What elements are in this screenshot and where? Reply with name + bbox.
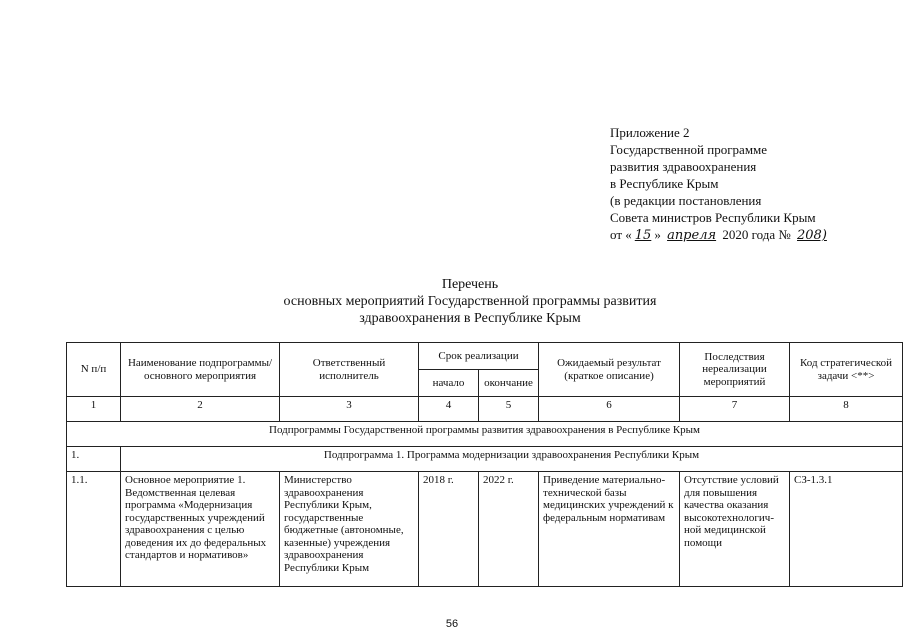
appendix-line: Совета министров Республики Крым <box>610 210 816 225</box>
appendix-block <box>610 124 830 244</box>
date-mid: » <box>654 227 665 242</box>
row-name: Основное мероприятие 1. Ведомственная целевая программа «Модернизация государственных учреждений здравоохранения с целью доведения их до федеральных стандартов и нормативов» <box>121 472 280 587</box>
table-row <box>67 472 903 587</box>
row-consequences: Отсутствие условий для повышения качества оказания высокотехнологич-ной медицинской помощи <box>680 472 790 587</box>
header-name: Наименование подпрограммы/основного мероприятия <box>121 343 280 397</box>
header-start: начало <box>419 370 479 397</box>
column-number: 8 <box>790 397 903 422</box>
measures-table <box>66 342 903 587</box>
date-month-handwritten: апреля <box>667 228 717 243</box>
header-end: окончание <box>479 370 539 397</box>
date-day-handwritten: 15 <box>634 228 652 243</box>
appendix-line: развития здравоохранения <box>610 159 757 174</box>
header-row <box>67 343 903 370</box>
row-code: СЗ-1.3.1 <box>790 472 903 587</box>
resolution-number-handwritten: 208) <box>797 228 827 243</box>
column-number: 2 <box>121 397 280 422</box>
section-row <box>67 422 903 447</box>
row-end: 2022 г. <box>479 472 539 587</box>
column-number: 5 <box>479 397 539 422</box>
row-executor: Министерство здравоохранения Республики Крым, государственные бюджетные (автономные, казенные) учреждения здравоохранения Республики Крым <box>280 472 419 587</box>
row-start: 2018 г. <box>419 472 479 587</box>
title-line-2: основных мероприятий Государственной программы развития <box>283 294 657 309</box>
column-number: 6 <box>539 397 680 422</box>
appendix-line: Государственной программе <box>610 142 768 157</box>
row-result: Приведение материально-технической базы медицинских учреждений к федеральным нормативам <box>539 472 680 587</box>
date-prefix: от « <box>610 227 632 242</box>
appendix-line: Приложение 2 <box>610 125 690 140</box>
header-term: Срок реализации <box>419 343 539 370</box>
subprogram-num: 1. <box>67 447 121 472</box>
column-number: 3 <box>280 397 419 422</box>
header-consequences: Последствия нереализации мероприятий <box>680 343 790 397</box>
section-title: Подпрограммы Государственной программы развития здравоохранения в Республике Крым <box>67 422 903 447</box>
appendix-date-line <box>610 226 830 244</box>
column-number: 4 <box>419 397 479 422</box>
column-number: 7 <box>680 397 790 422</box>
appendix-line: в Республике Крым <box>610 176 719 191</box>
header-num: N п/п <box>67 343 121 397</box>
title-line-3: здравоохранения в Республике Крым <box>359 311 581 326</box>
subprogram-row <box>67 447 903 472</box>
page-number: 56 <box>445 618 459 630</box>
subprogram-title: Подпрограмма 1. Программа модернизации здравоохранения Республики Крым <box>121 447 903 472</box>
header-executor: Ответственный исполнитель <box>280 343 419 397</box>
document-title <box>230 276 710 327</box>
appendix-line: (в редакции постановления <box>610 193 762 208</box>
row-num: 1.1. <box>67 472 121 587</box>
column-number: 1 <box>67 397 121 422</box>
header-code: Код стратегической задачи <**> <box>790 343 903 397</box>
column-number-row <box>67 397 903 422</box>
header-result: Ожидаемый результат (краткое описание) <box>539 343 680 397</box>
title-line-1: Перечень <box>441 277 499 292</box>
date-year-text: 2020 года № <box>719 227 795 242</box>
